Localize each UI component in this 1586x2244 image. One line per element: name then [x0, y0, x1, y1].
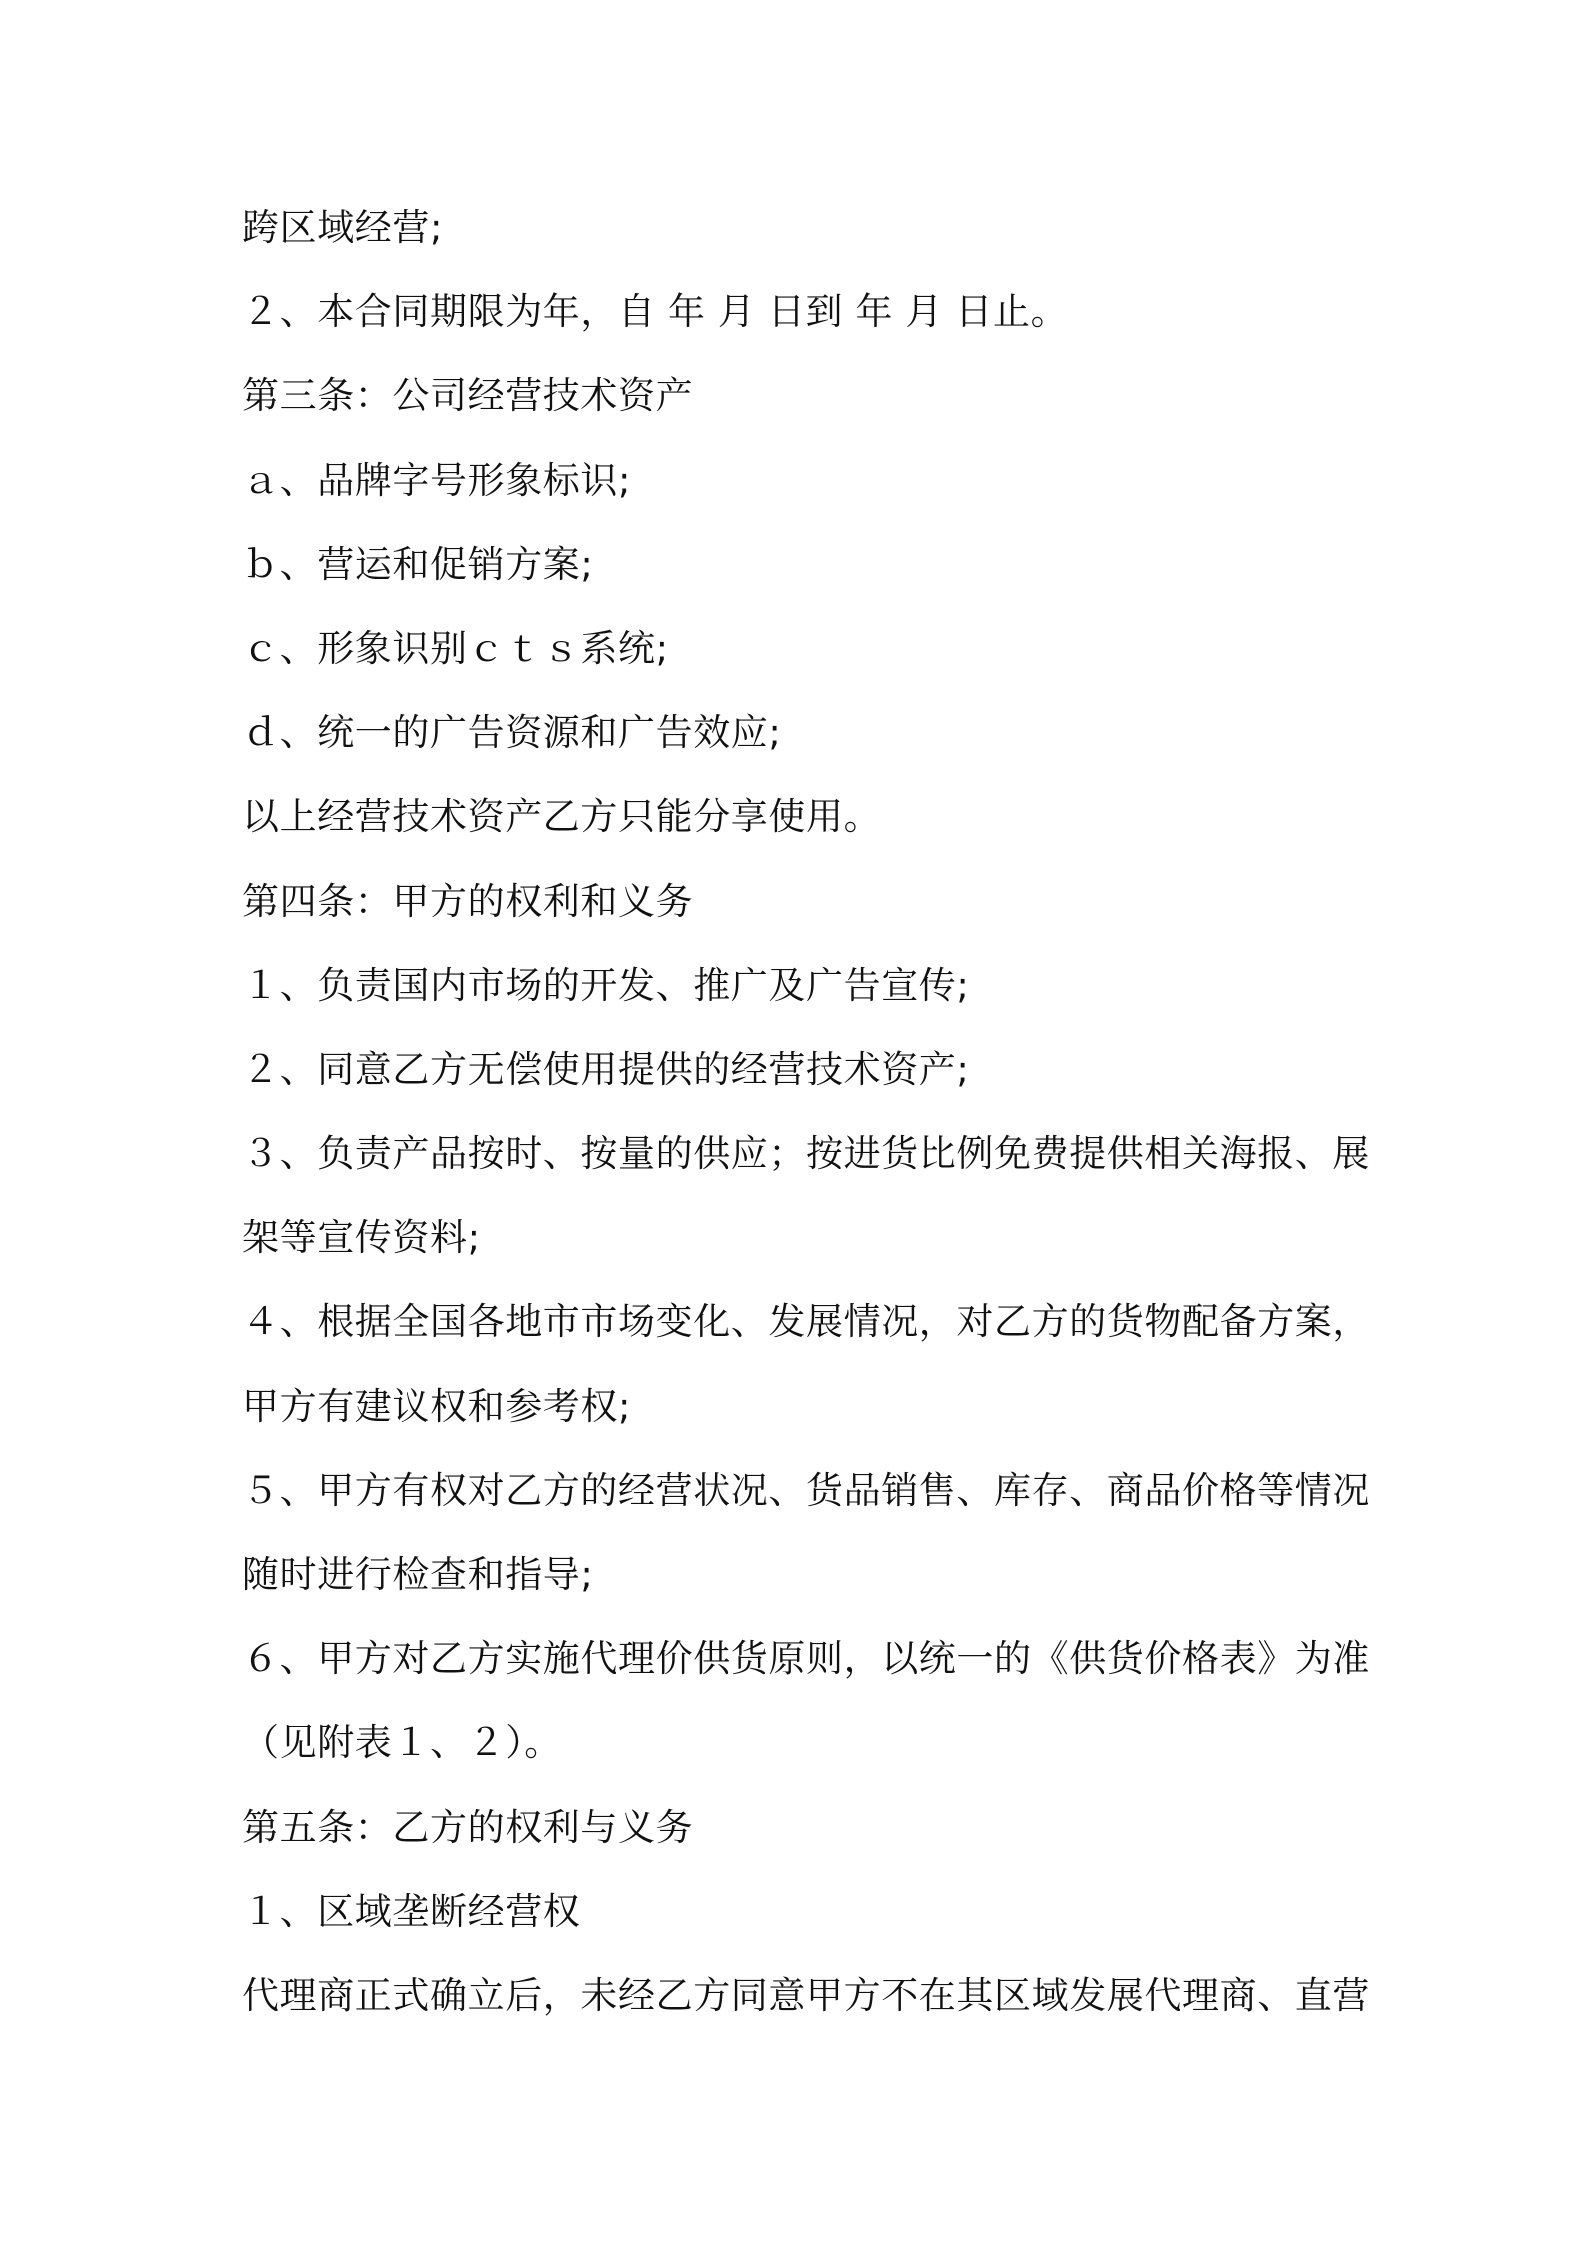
text-line: ｂ、营运和促销方案; — [242, 542, 594, 586]
section-heading: 第三条：公司经营技术资产 — [242, 374, 694, 418]
text-line: １、负责国内市场的开发、推广及广告宣传; — [242, 963, 970, 1007]
text-line: ２、本合同期限为年，自 年 月 日到 年 月 日止。 — [242, 290, 1069, 334]
text-line: ｃ、形象识别ｃｔｓ系统; — [242, 626, 669, 670]
text-line: 甲方有建议权和参考权; — [242, 1384, 632, 1428]
text-line: ｄ、统一的广告资源和广告效应; — [242, 711, 782, 755]
document-body — [242, 192, 1370, 2044]
text-line: ６、甲方对乙方实施代理价供货原则，以统一的《供货价格表》为准 — [242, 1637, 1370, 1681]
text-line: ２、同意乙方无偿使用提供的经营技术资产; — [242, 1047, 970, 1091]
text-line: （见附表１、２）。 — [242, 1721, 562, 1765]
text-line: ５、甲方有权对乙方的经营状况、货品销售、库存、商品价格等情况 — [242, 1468, 1370, 1512]
text-line: １、区域垄断经营权 — [242, 1889, 581, 1933]
text-line: 代理商正式确立后，未经乙方同意甲方不在其区域发展代理商、直营 — [242, 1973, 1370, 2017]
text-line: 以上经营技术资产乙方只能分享使用。 — [242, 795, 882, 839]
text-line: ａ、品牌字号形象标识; — [242, 458, 632, 502]
text-line: ４、根据全国各地市市场变化、发展情况，对乙方的货物配备方案， — [242, 1300, 1370, 1344]
text-line: 随时进行检查和指导; — [242, 1553, 594, 1596]
section-heading: 第四条：甲方的权利和义务 — [242, 879, 694, 923]
section-heading: 第五条：乙方的权利与义务 — [242, 1805, 694, 1849]
text-line: 跨区域经营; — [242, 206, 444, 249]
text-line: ３、负责产品按时、按量的供应；按进货比例免费提供相关海报、展 — [242, 1132, 1370, 1176]
text-line: 架等宣传资料; — [242, 1216, 481, 1260]
